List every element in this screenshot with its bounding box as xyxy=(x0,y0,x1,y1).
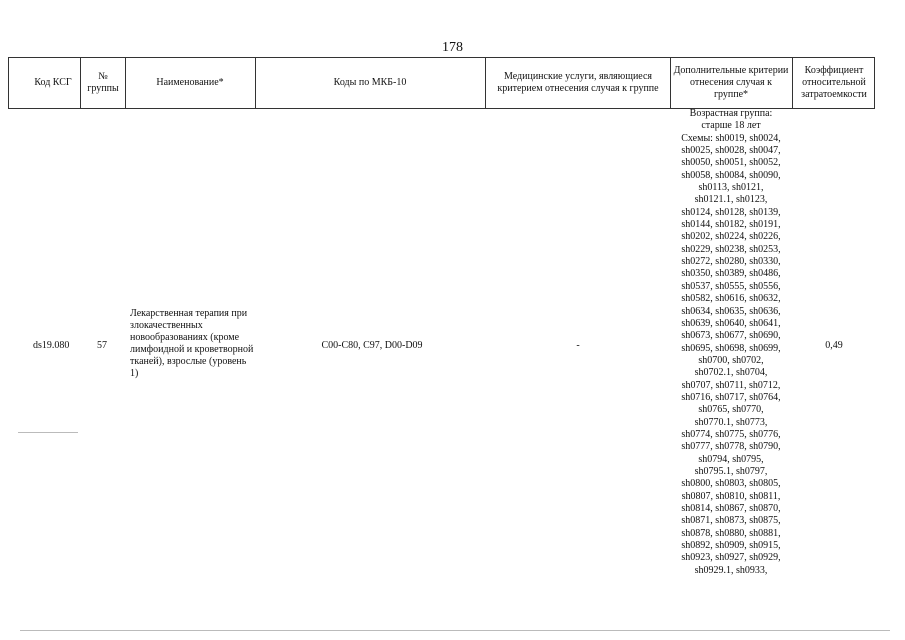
column-divider xyxy=(125,57,126,109)
criteria-line: sh0202, sh0224, sh0226, xyxy=(681,231,781,243)
header-medical-services: Медицинские услуги, являющиеся критерием отнесения случая к группе xyxy=(497,71,659,94)
row-cost-coefficient: 0,49 xyxy=(825,340,843,351)
criteria-line: sh0113, sh0121, xyxy=(698,182,764,194)
row-medical-services: - xyxy=(576,340,580,351)
criteria-line: sh0923, sh0927, sh0929, xyxy=(681,552,781,564)
column-divider xyxy=(874,57,875,109)
criteria-line: sh0707, sh0711, sh0712, xyxy=(681,379,781,391)
header-group-number: № группы xyxy=(87,71,119,94)
scan-artifact xyxy=(18,432,78,433)
criteria-line: sh0777, sh0778, sh0790, xyxy=(681,441,781,453)
criteria-line: sh0871, sh0873, sh0875, xyxy=(681,515,781,527)
criteria-line: sh0765, sh0770, xyxy=(698,404,764,416)
criteria-line: sh0814, sh0867, sh0870, xyxy=(681,503,781,514)
scan-artifact xyxy=(20,630,890,631)
criteria-line: sh0025, sh0028, sh0047, xyxy=(681,145,781,157)
criteria-line: sh0350, sh0389, sh0486, xyxy=(681,268,781,280)
row-code: ds19.080 xyxy=(33,340,70,351)
criteria-line: sh0702.1, sh0704, xyxy=(694,367,768,379)
criteria-line: sh0716, sh0717, sh0764, xyxy=(681,391,781,403)
criteria-line: sh0929.1, sh0933, xyxy=(694,564,768,576)
column-divider xyxy=(670,57,671,109)
page-number: 178 xyxy=(442,40,463,55)
criteria-line: sh0272, sh0280, sh0330, xyxy=(681,256,781,268)
criteria-line: sh0700, sh0702, xyxy=(698,354,764,366)
criteria-line: sh0774, sh0775, sh0776, xyxy=(681,428,781,440)
criteria-line: sh0695, sh0698, sh0699, xyxy=(681,342,781,354)
criteria-line: Возрастная группа: xyxy=(689,108,773,119)
row-additional-criteria xyxy=(672,108,790,577)
criteria-line: sh0229, sh0238, sh0253, xyxy=(681,243,781,255)
table-top-border xyxy=(8,57,875,58)
row-name: Лекарственная терапия при злокачественных новообразованиях (кроме лимфоидной и кроветворной тканей), взрослые (уровень 1) xyxy=(130,308,254,379)
header-code: Код КСГ xyxy=(34,77,72,88)
column-divider xyxy=(255,57,256,109)
criteria-line: sh0124, sh0128, sh0139, xyxy=(681,206,781,218)
row-group-number: 57 xyxy=(97,340,107,351)
criteria-line: sh0144, sh0182, sh0191, xyxy=(681,219,781,231)
column-divider xyxy=(792,57,793,109)
criteria-line: sh0537, sh0555, sh0556, xyxy=(681,280,781,292)
criteria-line: sh0634, sh0635, sh0636, xyxy=(681,305,781,317)
criteria-line: sh0794, sh0795, xyxy=(698,453,764,465)
row-icd-codes: C00-C80, C97, D00-D09 xyxy=(321,340,423,351)
criteria-line: sh0121.1, sh0123, xyxy=(694,194,768,206)
criteria-line: sh0807, sh0810, sh0811, xyxy=(681,490,781,502)
criteria-line: sh0673, sh0677, sh0690, xyxy=(681,330,781,342)
criteria-line: старше 18 лет xyxy=(701,120,761,132)
criteria-line: sh0800, sh0803, sh0805, xyxy=(681,478,781,490)
criteria-line: sh0639, sh0640, sh0641, xyxy=(681,317,781,329)
header-cost-coefficient: Коэффициент относительной затратоемкости xyxy=(801,65,867,100)
header-additional-criteria: Дополнительные критерии отнесения случая к группе* xyxy=(673,65,789,100)
criteria-line: sh0795.1, sh0797, xyxy=(694,465,768,477)
header-name: Наименование* xyxy=(156,77,224,88)
criteria-line: sh0582, sh0616, sh0632, xyxy=(681,293,781,305)
column-divider xyxy=(8,57,9,109)
criteria-line: sh0050, sh0051, sh0052, xyxy=(681,157,781,169)
column-divider xyxy=(485,57,486,109)
criteria-line: sh0878, sh0880, sh0881, xyxy=(681,527,781,539)
criteria-line: Схемы: sh0019, sh0024, xyxy=(681,132,781,144)
header-icd-codes: Коды по МКБ-10 xyxy=(333,77,407,88)
column-divider xyxy=(80,57,81,109)
criteria-line: sh0770.1, sh0773, xyxy=(694,416,768,428)
criteria-line: sh0892, sh0909, sh0915, xyxy=(681,540,781,552)
criteria-line: sh0058, sh0084, sh0090, xyxy=(681,169,781,181)
